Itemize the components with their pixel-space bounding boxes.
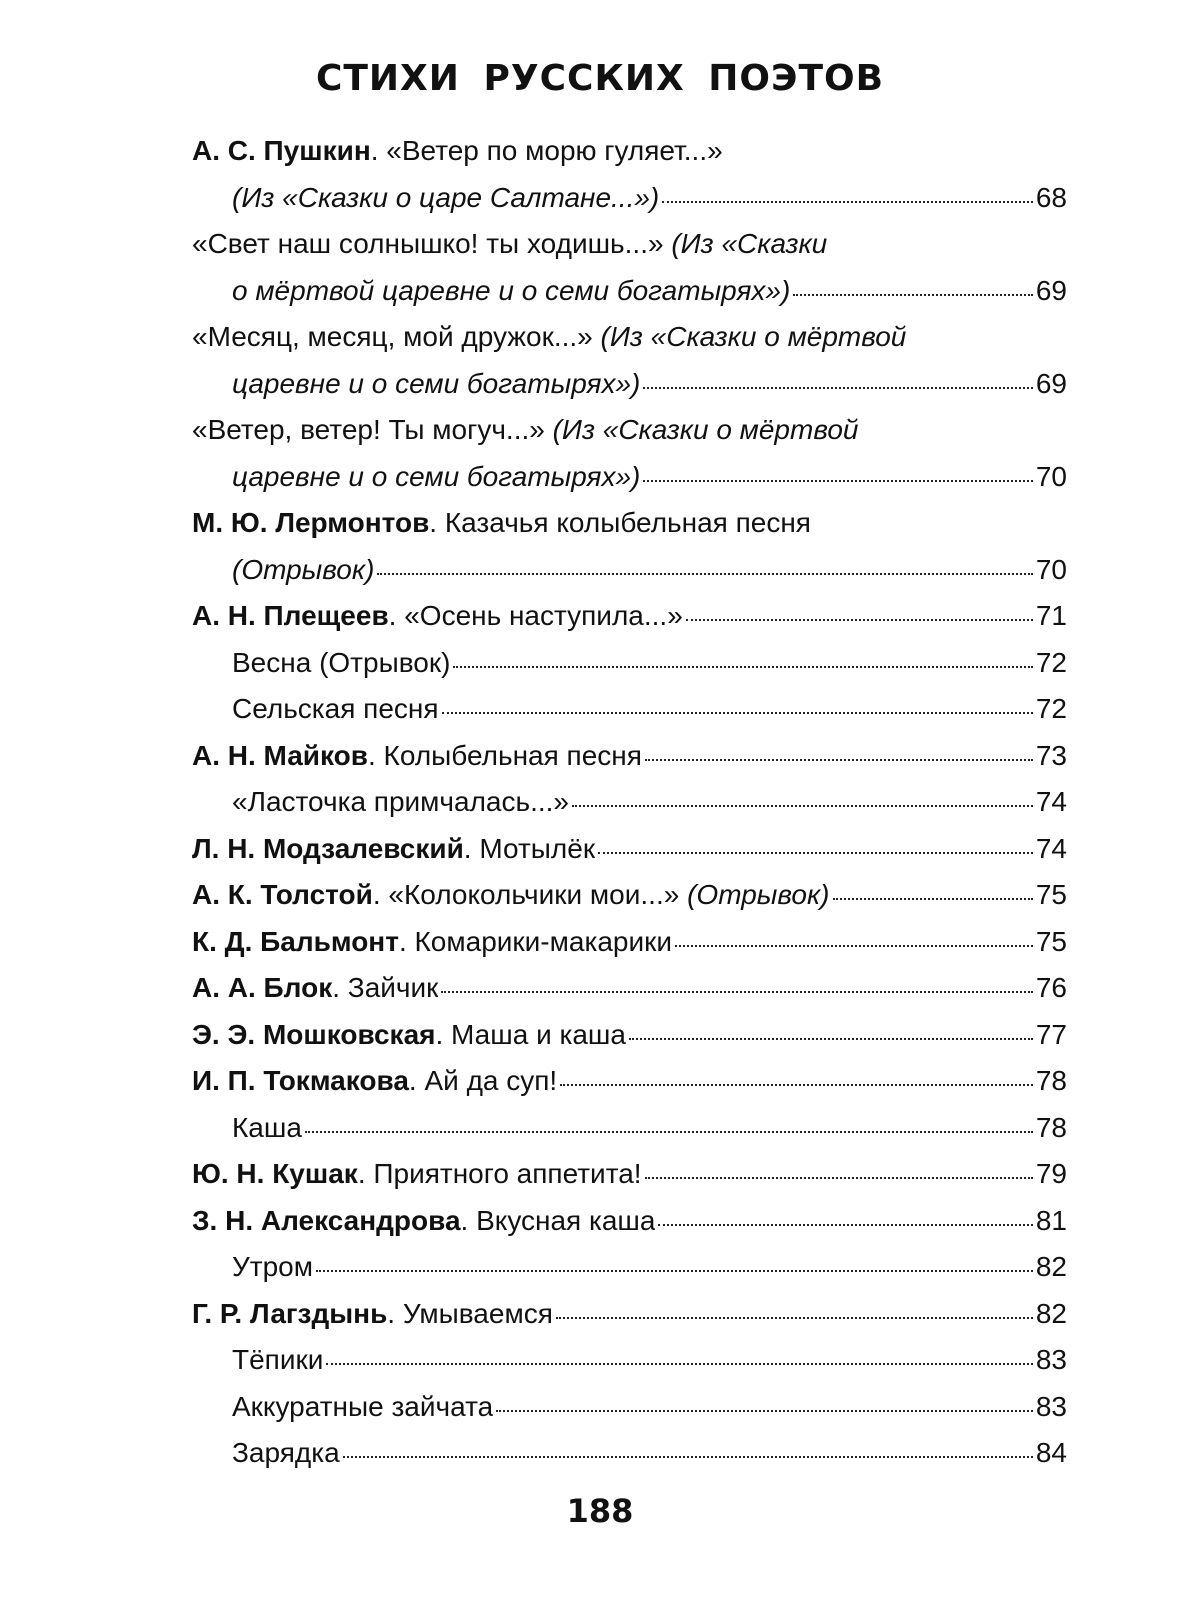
toc-title: Каша [232,1111,302,1143]
toc-author: А. С. Пушкин [192,135,371,166]
toc-entry [192,965,1067,1012]
dot-leader [441,991,1032,993]
dot-leader [686,619,1033,621]
dot-leader [643,480,1032,482]
toc-title: Комарики-макарики [414,925,672,957]
toc-entry-text [232,686,439,733]
toc-page-number: 78 [1035,1065,1067,1096]
dot-leader [833,898,1033,900]
toc-page-number: 76 [1035,972,1067,1003]
toc-title: Ай да суп! [424,1065,558,1096]
toc-separator: . [332,972,348,1003]
toc-italic-note: (Отрывок) [687,879,830,910]
toc-page-number: 83 [1035,1390,1067,1422]
toc-entry [192,547,1067,594]
toc-title: Весна (Отрывок) [232,646,451,678]
toc-separator: . [429,507,445,538]
toc-entry-text [192,872,830,919]
toc-entry [192,221,1067,268]
toc-entry [192,1198,1067,1245]
table-of-contents [192,128,1067,1477]
toc-italic-note: о мёртвой царевне и о семи богатырях») [232,274,791,306]
page-number: 188 [566,1492,634,1530]
toc-entry-text [232,1430,340,1477]
toc-entry [192,779,1067,826]
toc-entry [192,1337,1067,1384]
toc-entry-text [232,1337,323,1384]
toc-entry-text [232,175,659,222]
dot-leader [442,712,1033,714]
toc-title: «Месяц, месяц, мой дружок...» [192,321,601,352]
toc-italic-note: царевне и о семи богатырях») [232,460,641,492]
dot-leader [556,1317,1033,1319]
toc-page-number: 75 [1035,925,1067,957]
toc-entry [192,1430,1067,1477]
toc-author: А. Н. Плещеев [192,600,389,631]
toc-entry [192,1105,1067,1152]
dot-leader [343,1456,1033,1458]
toc-title: Сельская песня [232,693,439,724]
toc-page-number: 83 [1035,1344,1067,1375]
dot-leader [643,387,1032,389]
toc-separator: . [372,879,389,910]
toc-entry-text [232,640,450,687]
toc-title: «Свет наш солнышко! ты ходишь...» [192,228,672,259]
toc-entry-text [192,1012,626,1059]
dot-leader [316,1270,1033,1272]
toc-title: Умываемся [402,1297,553,1329]
toc-page-number: 77 [1035,1018,1067,1050]
toc-author: К. Д. Бальмонт [192,925,399,957]
dot-leader [662,201,1033,203]
toc-title: Казачья колыбельная песня [444,507,811,538]
toc-page-number: 71 [1035,600,1067,631]
toc-entry [192,1384,1067,1431]
toc-author: Э. Э. Мошковская [192,1018,436,1050]
toc-author: М. Ю. Лермонтов [192,507,430,538]
toc-entry-text [232,454,640,501]
toc-page-number: 68 [1035,181,1067,213]
toc-entry [192,826,1067,873]
toc-entry-text [192,1151,642,1198]
toc-title: Колыбельная песня [383,739,642,771]
toc-page-number: 74 [1035,832,1067,864]
toc-separator: . [460,1204,477,1236]
toc-page-number: 69 [1035,367,1067,399]
toc-title: Аккуратные зайчата [232,1390,494,1422]
toc-title: «Ветер, ветер! Ты могуч...» [192,414,553,445]
toc-entry [192,361,1067,408]
toc-italic-note: (Из «Сказки о мёртвой [600,321,907,352]
toc-entry-text [192,128,723,175]
toc-separator: . [398,925,415,957]
toc-italic-note: царевне и о семи богатырях») [232,367,641,399]
toc-entry [192,1012,1067,1059]
dot-leader [658,1224,1032,1226]
toc-entry [192,268,1067,315]
dot-leader [793,294,1033,296]
toc-entry-text [192,1291,553,1338]
toc-entry-text [192,500,811,547]
toc-italic-note: (Из «Сказки о царе Салтане...») [232,181,660,213]
toc-title: Зарядка [232,1437,340,1468]
dot-leader [645,1177,1033,1179]
toc-page-number: 69 [1035,274,1067,306]
toc-entry [192,407,1067,454]
toc-entry [192,175,1067,222]
toc-separator: . [370,135,387,166]
toc-entry-text [192,593,683,640]
dot-leader [305,1131,1033,1133]
toc-page-number: 70 [1035,460,1067,492]
page-title: СТИХИ РУССКИХ ПОЭТОВ [315,58,885,99]
toc-title: Приятного аппетита! [373,1158,642,1189]
toc-author: А. А. Блок [192,972,333,1003]
dot-leader [572,805,1033,807]
toc-page-number: 72 [1035,646,1067,678]
toc-entry-text [232,1244,313,1291]
toc-title: «Осень наступила...» [404,600,683,631]
dot-leader [645,759,1033,761]
toc-author: И. П. Токмакова [192,1065,409,1096]
toc-entry [192,872,1067,919]
toc-author: Г. Р. Лагздынь [192,1297,388,1329]
toc-entry-text [192,1058,557,1105]
toc-title: «Ветер по морю гуляет...» [386,135,723,166]
toc-entry-text [232,547,374,594]
toc-page-number: 70 [1035,553,1067,585]
dot-leader [560,1084,1033,1086]
toc-author: А. К. Толстой [192,879,373,910]
toc-entry [192,919,1067,966]
toc-title: Утром [232,1251,314,1282]
toc-entry-text [192,826,595,873]
toc-page-number: 79 [1035,1158,1067,1189]
toc-title: Мотылёк [479,832,596,864]
toc-separator: . [388,600,405,631]
toc-entry [192,454,1067,501]
toc-entry [192,1291,1067,1338]
toc-author: А. Н. Майков [192,739,368,771]
toc-entry-text [192,733,642,780]
toc-entry [192,686,1067,733]
toc-title: Маша и каша [451,1018,626,1050]
toc-entry-text [232,361,640,408]
toc-author: Ю. Н. Кушак [192,1158,358,1189]
toc-page-number: 74 [1035,786,1067,817]
toc-page-number: 82 [1035,1251,1067,1282]
toc-italic-note: (Из «Сказки о мёртвой [552,414,859,445]
toc-entry [192,640,1067,687]
toc-entry-text [192,965,438,1012]
toc-entry [192,500,1067,547]
toc-entry [192,1151,1067,1198]
toc-entry [192,1058,1067,1105]
toc-title: Зайчик [347,972,439,1003]
toc-entry-text [192,221,827,268]
toc-entry-text [192,1198,655,1245]
toc-separator: . [408,1065,425,1096]
toc-entry [192,593,1067,640]
toc-separator: . [367,739,384,771]
toc-entry [192,1244,1067,1291]
toc-entry-text [192,407,858,454]
dot-leader [377,573,1032,575]
dot-leader [326,1363,1032,1365]
toc-page-number: 84 [1035,1437,1067,1468]
toc-entry [192,733,1067,780]
toc-entry [192,128,1067,175]
dot-leader [675,945,1033,947]
toc-title: «Колокольчики мои...» [388,879,688,910]
toc-italic-note: (Из «Сказки [671,228,828,259]
toc-title: Вкусная каша [476,1204,656,1236]
toc-entry-text [192,919,672,966]
dot-leader [496,1410,1033,1412]
toc-page-number: 75 [1035,879,1067,910]
toc-entry-text [232,1105,302,1152]
toc-title: «Ласточка примчалась...» [232,786,569,817]
toc-page-number: 72 [1035,693,1067,724]
toc-entry-text [232,1384,493,1431]
toc-title: Тёпики [232,1344,324,1375]
toc-page-number: 82 [1035,1297,1067,1329]
toc-page-number: 78 [1035,1111,1067,1143]
toc-entry-text [192,314,906,361]
toc-entry-text [232,268,790,315]
toc-entry-text [232,779,569,826]
toc-author: З. Н. Александрова [192,1204,461,1236]
dot-leader [629,1038,1033,1040]
toc-separator: . [357,1158,374,1189]
toc-entry [192,314,1067,361]
toc-page-number: 73 [1035,739,1067,771]
dot-leader [453,666,1032,668]
toc-separator: . [435,1018,452,1050]
dot-leader [598,852,1033,854]
toc-author: Л. Н. Модзалевский [192,832,464,864]
toc-separator: . [463,832,480,864]
toc-page-number: 81 [1035,1204,1067,1236]
toc-italic-note: (Отрывок) [232,553,375,585]
toc-separator: . [387,1297,403,1329]
